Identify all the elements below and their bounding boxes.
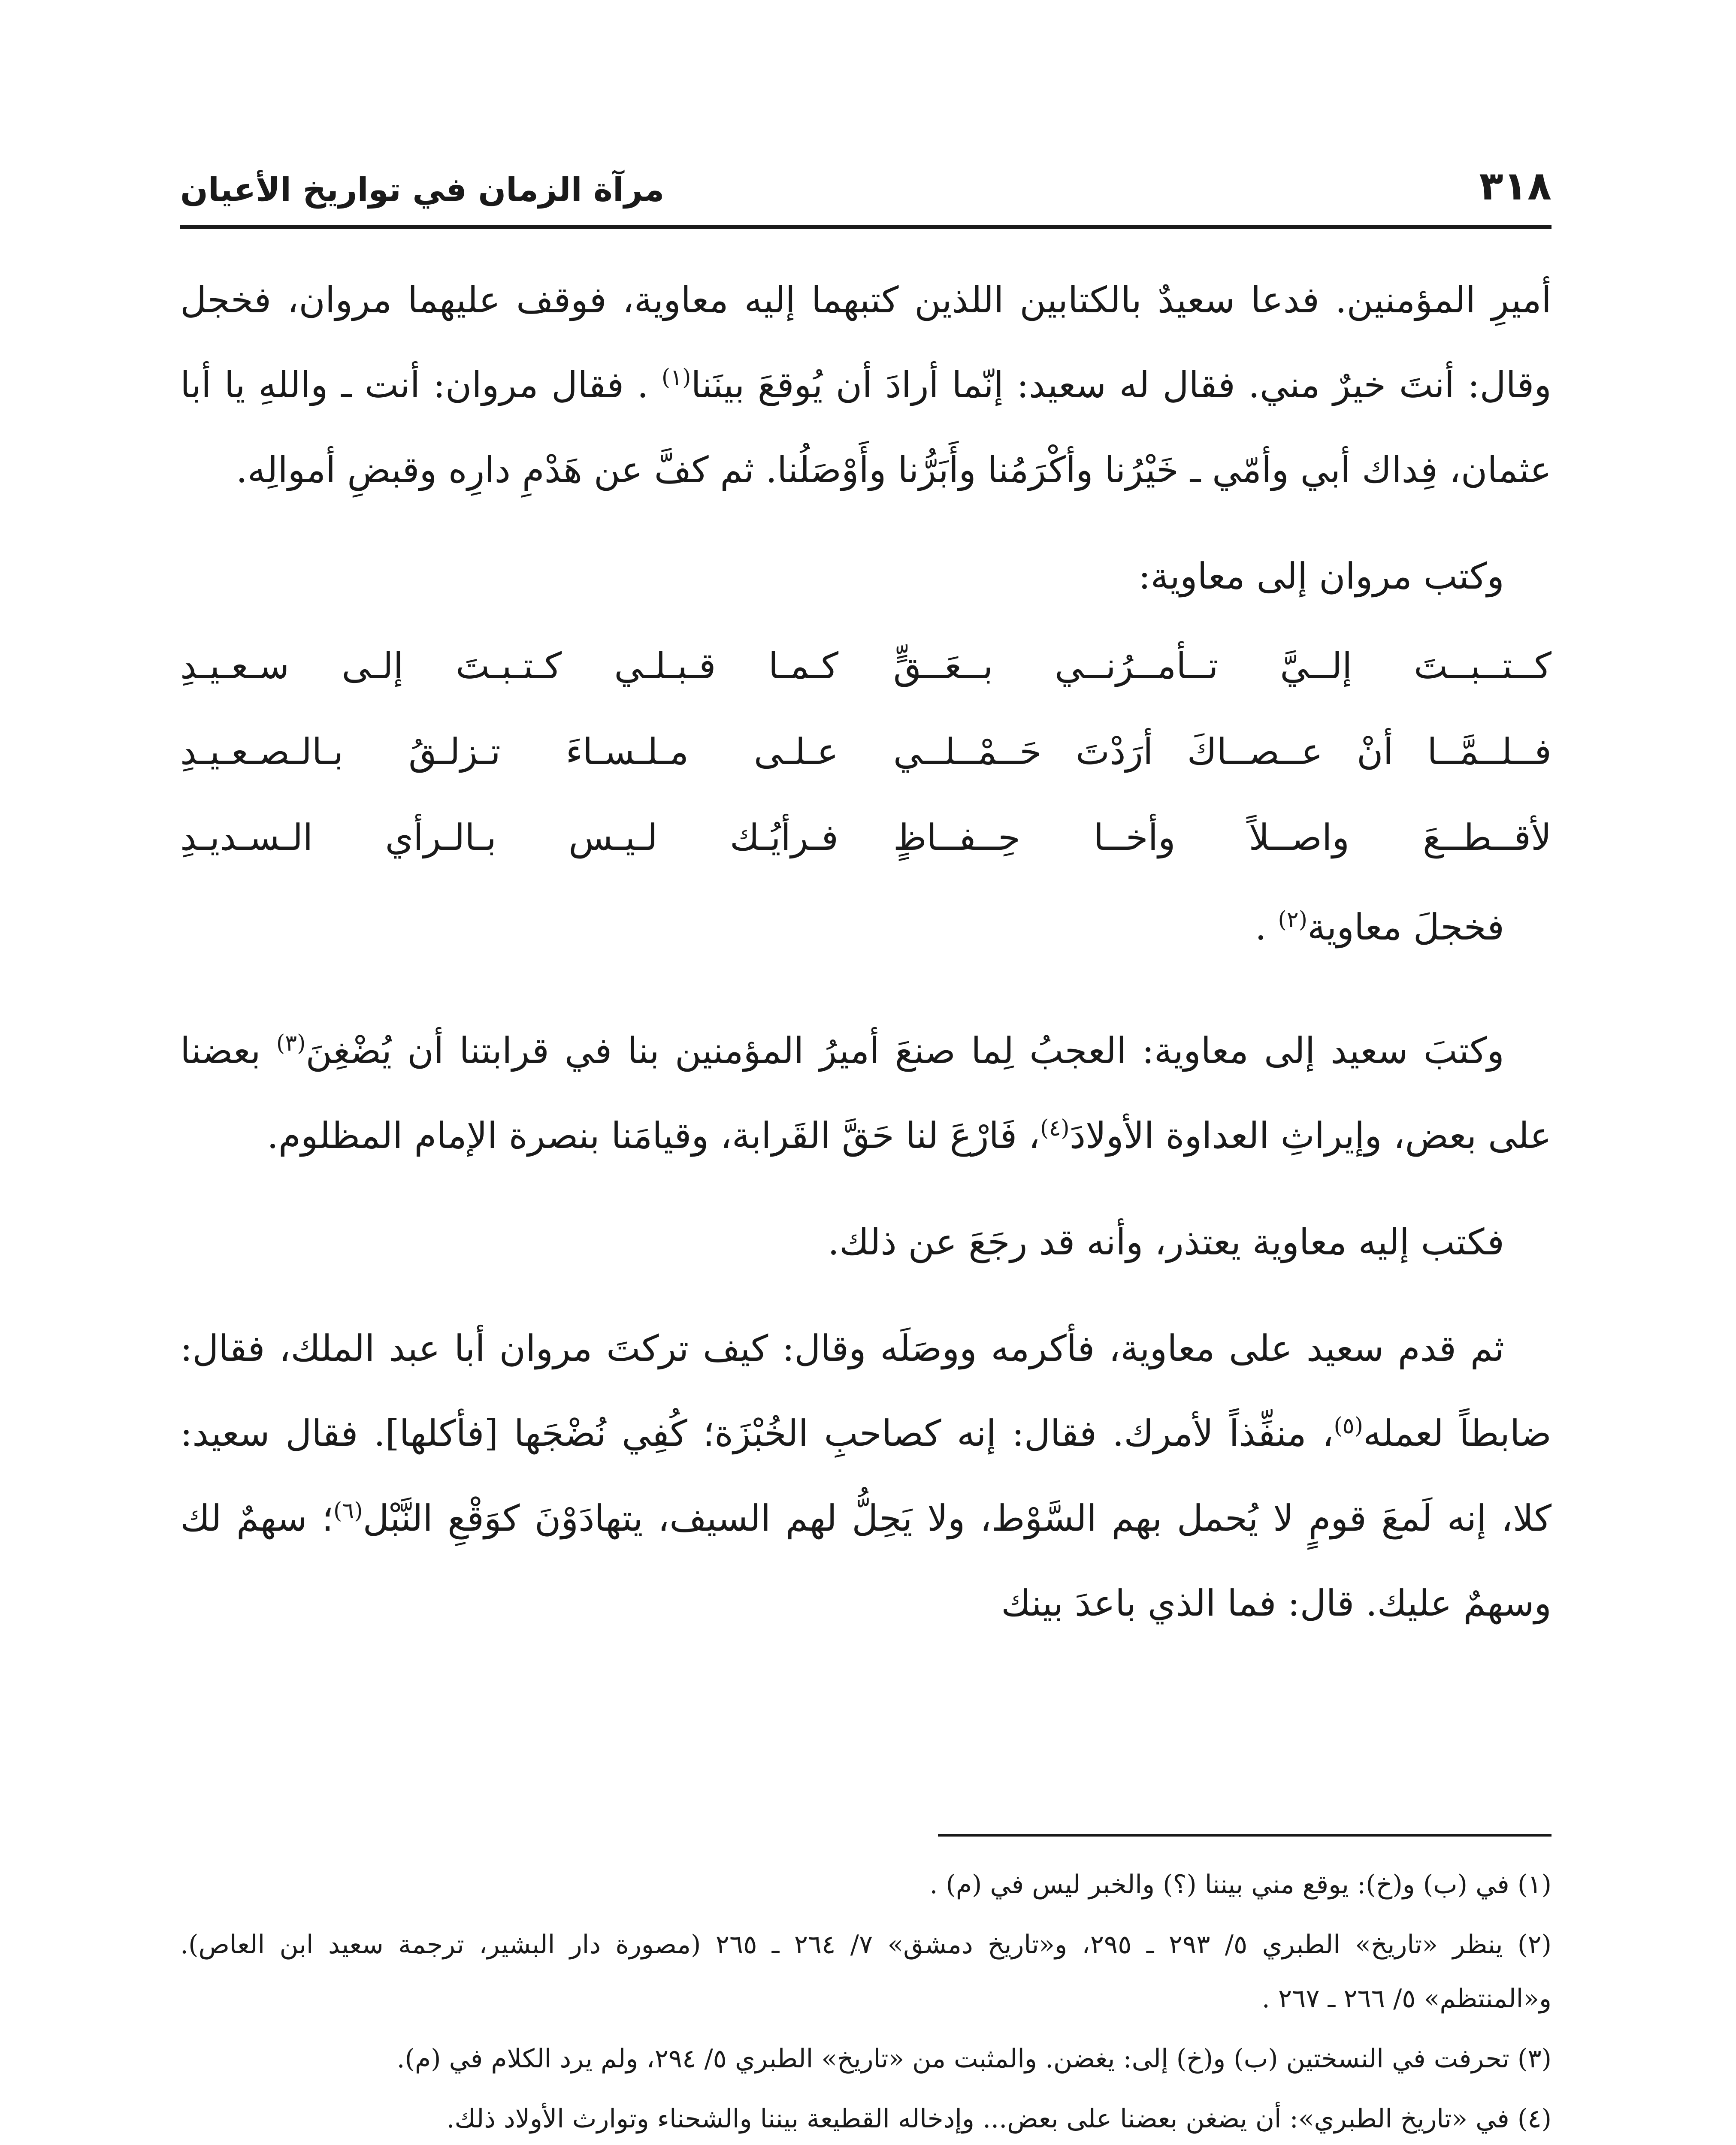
paragraph-text: بعضنا على بعض، وإيراثِ العداوة الأولادَ: [180, 1030, 1552, 1157]
verse-second-hemistich: فـرأيُـك لـيـس بـالـرأي الـسـديـدِ: [180, 816, 839, 858]
poem: [180, 623, 1552, 880]
verse-line: [180, 795, 1552, 880]
header-rule: [180, 225, 1552, 229]
paragraph-2: [180, 1008, 1552, 1178]
verse-first-hemistich: لأقــطــعَ واصــلاً وأخــا حِــفــاظٍ: [893, 816, 1552, 858]
main-text: [180, 257, 1552, 1667]
footnote-1: [180, 1858, 1552, 1912]
verse-first-hemistich: فــلــمَّــا أنْ عــصــاكَ أرَدْتَ حَــمْــلــي: [893, 731, 1552, 773]
verse-second-hemistich: كـمـا قـبـلـي كـتـبـتَ إلـى سـعـيـدِ: [180, 645, 839, 687]
paragraph-1: [180, 257, 1552, 512]
page-number: ٣١٨: [1479, 163, 1552, 209]
verse-first-hemistich: كــتــبــتَ إلــيَّ تــأمــرُنــي بــعَــقٍّ: [893, 645, 1552, 687]
verse-line: [180, 709, 1552, 795]
paragraph-text: ، فَارْعَ لنا حَقَّ القَرابة، وقيامَنا بنصرة الإمام المظلوم.: [267, 1115, 1040, 1157]
footnote-ref-2: (٢): [1278, 907, 1307, 933]
verse-line: [180, 623, 1552, 709]
paragraph-text: ؛ سهمٌ لك وسهمٌ عليك. قال: فما الذي باعدَ بينك: [180, 1497, 1552, 1624]
footnote-ref-4: (٤): [1040, 1115, 1070, 1141]
verse-outro: [180, 885, 1552, 970]
running-header: [180, 154, 1552, 209]
footnote-number: (٢): [1517, 1930, 1552, 1960]
footnote-number: (٣): [1517, 2044, 1552, 2074]
paragraph-text: .: [1255, 906, 1278, 948]
verse-second-hemistich: عـلـى مـلـسـاءَ تـزلـقُ بـالـصـعـيـدِ: [180, 731, 839, 773]
running-title: مرآة الزمان في تواريخ الأعيان: [180, 170, 665, 208]
paragraph-text: أميرِ المؤمنين. فدعا سعيدٌ بالكتابين اللذين كتبهما إليه معاوية، فوقف عليهما مروان، فخجل وقال: أنتَ خيرٌ مني. فقال له سعيد: إنّما أرادَ أن يُوقعَ بينَنا: [180, 279, 1552, 406]
paragraph-text: ثم قدم سعيد على معاوية، فأكرمه ووصَلَه وقال: كيف تركتَ مروان أبا عبد الملك، فقال: ضابطاً لعمله: [180, 1327, 1552, 1454]
footnote-separator: [938, 1834, 1552, 1837]
footnote-number: (١): [1517, 1870, 1552, 1900]
footnote-ref-5: (٥): [1334, 1413, 1364, 1439]
footnote-4: [180, 2092, 1552, 2145]
paragraph-text: ، منفِّذاً لأمرك. فقال: إنه كصاحبِ الخُبْزَة؛ كُفِي نُضْجَها [فأكلها]. فقال سعيد: كلا، إنه لَمعَ قومٍ لا يُحمل بهم السَّوْط، ولا يَحِلُّ لهم السيف، يتهادَوْنَ كوَقْعِ النَّبْل: [180, 1412, 1552, 1539]
paragraph-text: وكتبَ سعيد إلى معاوية: العجبُ لِما صنعَ أميرُ المؤمنين بنا في قرابتنا أن يُضْغِنَ: [305, 1030, 1504, 1072]
footnote-ref-6: (٦): [333, 1498, 363, 1524]
footnote-text: في «تاريخ الطبري»: أن يضغن بعضنا على بعض... وإدخاله القطيعة بيننا والشحناء وتوارث الأولاد ذلك.: [446, 2104, 1509, 2134]
paragraph-4: [180, 1306, 1552, 1646]
paragraph-3: فكتب إليه معاوية يعتذر، وأنه قد رجَعَ عن ذلك.: [828, 1221, 1504, 1263]
verse-intro: وكتب مروان إلى معاوية:: [1138, 555, 1504, 597]
footnote-text: تحرفت في النسختين (ب) و(خ) إلى: يغضن. والمثبت من «تاريخ» الطبري ٥/ ٢٩٤، ولم يرد الكلام في (م).: [396, 2044, 1509, 2074]
footnote-text: ينظر «تاريخ» الطبري ٥/ ٢٩٣ ـ ٢٩٥، و«تاريخ دمشق» ٧/ ٢٦٤ ـ ٢٦٥ (مصورة دار البشير، ترجمة سعيد ابن العاص). و«المنتظم» ٥/ ٢٦٦ ـ ٢٦٧ .: [180, 1930, 1552, 2014]
footnote-2: [180, 1918, 1552, 2026]
footnotes: [180, 1858, 1552, 2145]
footnote-text: في (ب) و(خ): يوقع مني بيننا (؟) والخبر ليس في (م) .: [929, 1870, 1509, 1900]
footnote-3: [180, 2032, 1552, 2086]
paragraph-text: . فقال مروان: أنت ـ واللهِ يا أبا عثمان، فِداك أبي وأمّي ـ خَيْرُنا وأكْرَمُنا وأَبَرُّنا وأَوْصَلُنا. ثم كفَّ عن هَدْمِ دارِه وقبضِ أموالِه.: [180, 364, 1552, 491]
footnote-number: (٤): [1517, 2104, 1552, 2134]
footnote-ref-1: (١): [661, 365, 691, 390]
paragraph-text: فخجلَ معاوية: [1307, 906, 1504, 948]
footnote-ref-3: (٣): [276, 1030, 306, 1056]
